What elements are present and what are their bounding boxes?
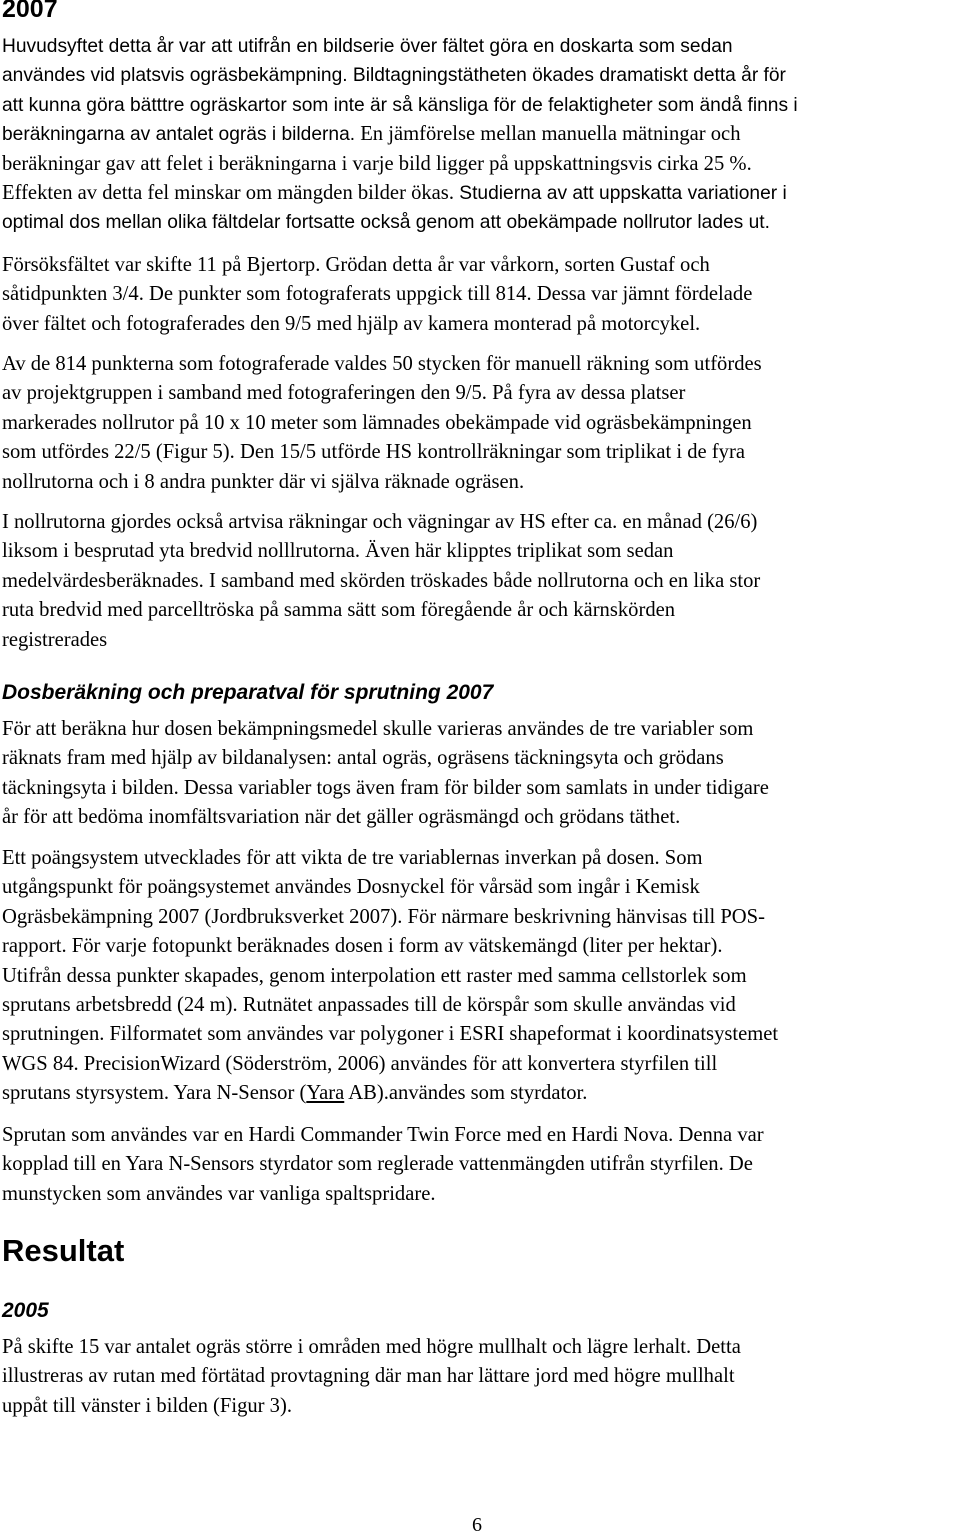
text-line: Av de 814 punkterna som fotograferade valdes 50 stycken för manuell räkning som utfördes	[2, 353, 762, 375]
text-line: som utfördes 22/5 (Figur 5). Den 15/5 utförde HS kontrollräkningar som triplikat i de fyra	[2, 441, 745, 464]
text-line: sprutningen. Filformatet som användes var polygoner i ESRI shapeformat i koordinatsystemet	[2, 1023, 779, 1046]
text-line: sprutans styrsystem. Yara N-Sensor (	[2, 1082, 307, 1105]
text-line: räknats fram med hjälp av bildanalysen: antal ogräs, ogräsens täckningsyta och grödans	[2, 747, 724, 770]
text-line: ruta bredvid med parcelltröska på samma sätt som föregående år och kärnskörden	[2, 599, 676, 622]
paragraph-dose-calculation	[2, 715, 960, 833]
text-line: För att beräkna hur dosen bekämpningsmedel skulle varieras användes de tre variabler som	[2, 718, 754, 740]
paragraph-results-2005	[2, 1333, 960, 1421]
text-line: medelvärdesberäknades. I samband med skörden tröskades både nollrutorna och en lika stor	[2, 569, 761, 592]
text-line: kopplad till en Yara N-Sensors styrdator som reglerade vattenmängden utifrån styrfilen. De	[2, 1153, 753, 1176]
text-line: munstycken som användes var vanliga spaltspridare.	[2, 1182, 436, 1205]
text-line: illustreras av rutan med förtätad provtagning där man har lättare jord med högre mullhalt	[2, 1365, 735, 1388]
text-line: På skifte 15 var antalet ogräs större i områden med högre mullhalt och lägre lerhalt. Detta	[2, 1336, 741, 1358]
text-line: sprutans arbetsbredd (24 m). Rutnätet anpassades till de körspår som skulle användas vid	[2, 994, 736, 1017]
text-line: nollrutorna och i 8 andra punkter där vi själva räknade ogräsen.	[2, 470, 525, 493]
paragraph-field	[2, 251, 960, 339]
text-line: Huvudsyftet detta år var att utifrån en bildserie över fältet göra en doskarta som sedan	[2, 36, 733, 57]
text-line: optimal dos mellan olika fältdelar fortsatte också genom att obekämpade nollrutor lades ut.	[2, 212, 770, 234]
text-line: täckningsyta i bilden. Dessa variabler togs även fram för bilder som samlats in under tidigare	[2, 776, 769, 799]
text-line: över fältet och fotograferades den 9/5 med hjälp av kamera monterad på motorcykel.	[2, 312, 701, 335]
page-number: 6	[472, 1514, 482, 1536]
text-line: utgångspunkt för poängsystemet användes Dosnyckel för vårsäd som ingår i Kemisk	[2, 876, 700, 899]
paragraph-selection	[2, 350, 960, 497]
text-line: av projektgruppen i samband med fotograferingen den 9/5. På fyra av dessa platser	[2, 382, 686, 405]
text-line: registrerades	[2, 628, 108, 651]
text-line: användes vid platsvis ogräsbekämpning. Bildtagningstätheten ökades dramatiskt detta år för	[2, 65, 786, 87]
subheading-2005: 2005	[2, 1299, 49, 1322]
text-line: att kunna göra bätttre ogräskartor som inte är så känsliga för de felaktigheter som ändå finns i	[2, 94, 798, 116]
text-line: beräkningar gav att felet i beräkningarna i varje bild ligger på uppskattningsvis cirka 25 %.	[2, 152, 752, 175]
text-line: liksom i besprutad yta bredvid nolllrutorna. Även här klipptes triplikat som sedan	[2, 540, 674, 563]
subheading-dosberakning: Dosberäkning och preparatval för sprutning 2007	[2, 681, 494, 704]
text-line: såtidpunkten 3/4. De punkter som fotograferats uppgick till 814. Dessa var jämnt fördelade	[2, 283, 753, 306]
text-line: beräkningarna av antalet ogräs i bilderna.	[2, 124, 356, 146]
text-line: uppåt till vänster i bilden (Figur 3).	[2, 1394, 292, 1417]
text-line: rapport. För varje fotopunkt beräknades dosen i form av vätskemängd (liter per hektar).	[2, 935, 723, 958]
text-line: Sprutan som användes var en Hardi Commander Twin Force med en Hardi Nova. Denna var	[2, 1124, 764, 1146]
text-line: Ett poängsystem utvecklades för att vikta de tre variablernas inverkan på dosen. Som	[2, 847, 703, 869]
text-line: En jämförelse mellan manuella mätningar och	[355, 123, 741, 146]
section-heading-resultat: Resultat	[2, 1233, 125, 1268]
section-heading-2007: 2007	[2, 0, 58, 23]
text-line: I nollrutorna gjordes också artvisa räkningar och vägningar av HS efter ca. en månad (26/6)	[2, 511, 758, 533]
text-line: markerades nollrutor på 10 x 10 meter som lämnades obekämpade vid ogräsbekämpningen	[2, 411, 752, 434]
paragraph-counting	[2, 508, 960, 655]
text-line: Ogräsbekämpning 2007 (Jordbruksverket 2007). För närmare beskrivning hänvisas till POS-	[2, 905, 765, 928]
text-line: Utifrån dessa punkter skapades, genom interpolation ett raster med samma cellstorlek som	[2, 964, 747, 987]
paragraph-point-system	[2, 844, 960, 1109]
yara-link[interactable]: Yara	[306, 1082, 345, 1105]
text-line: AB).användes som styrdator.	[344, 1082, 588, 1105]
text-line: Studierna av att uppskatta variationer i	[453, 183, 787, 205]
paragraph-intro	[2, 32, 960, 238]
text-line: Effekten av detta fel minskar om mängden bilder ökas.	[2, 182, 454, 205]
paragraph-sprayer	[2, 1121, 960, 1209]
text-line: år för att bedöma inomfältsvariation när det gäller ogräsmängd och grödans täthet.	[2, 806, 681, 829]
text-line: WGS 84. PrecisionWizard (Söderström, 2006) användes för att konvertera styrfilen till	[2, 1052, 718, 1075]
text-line: Försöksfältet var skifte 11 på Bjertorp. Grödan detta år var vårkorn, sorten Gustaf och	[2, 254, 710, 276]
